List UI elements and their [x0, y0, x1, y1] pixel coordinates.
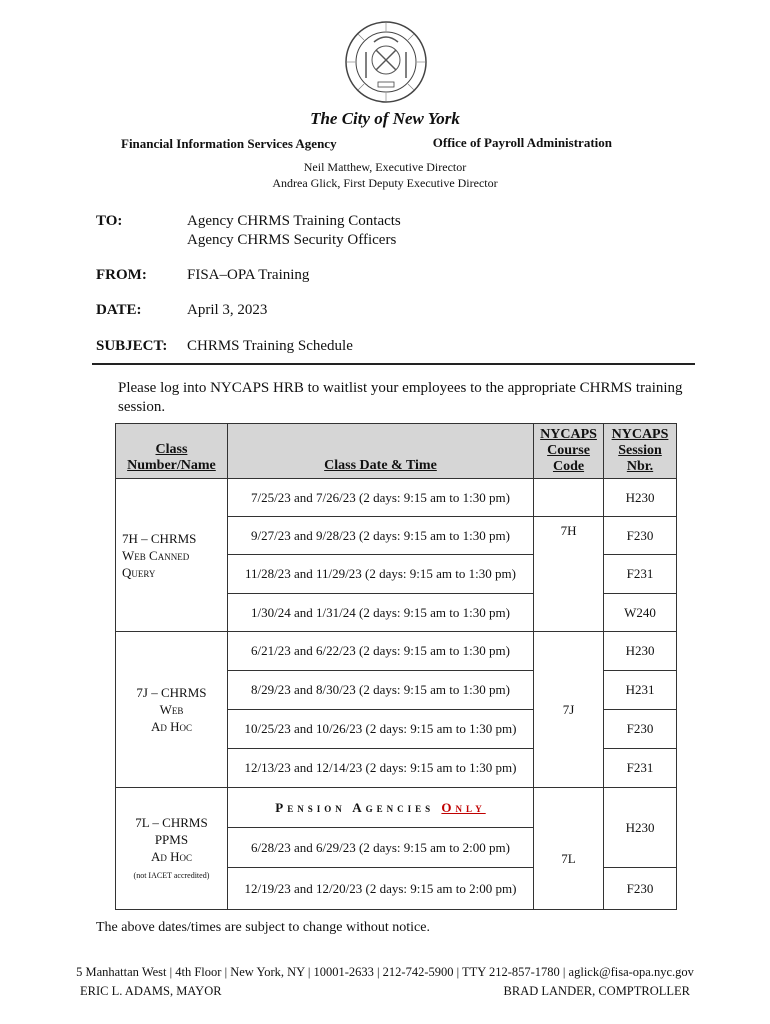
- table-row: [116, 788, 677, 828]
- class-name-line: Ad Hoc: [150, 848, 192, 864]
- class-name-7h: [116, 479, 228, 632]
- class-date: 6/28/23 and 6/29/23 (2 days: 9:15 am to 2:00 pm): [227, 828, 533, 868]
- comptroller-name: BRAD LANDER, COMPTROLLER: [503, 984, 690, 998]
- class-name-line: Web Canned: [122, 547, 190, 563]
- city-title: The City of New York: [310, 109, 460, 128]
- pension-only-label: Only: [441, 799, 486, 815]
- header-session-nbr: [604, 424, 677, 479]
- class-name-line: 7H – CHRMS: [122, 530, 197, 546]
- class-date: 10/25/23 and 10/26/23 (2 days: 9:15 am to 1:30 pm): [227, 710, 533, 749]
- table-header-row: [116, 424, 677, 479]
- class-date: 8/29/23 and 8/30/23 (2 days: 9:15 am to 1:30 pm): [227, 671, 533, 710]
- session-nbr: F230: [604, 517, 677, 555]
- training-schedule-table: [115, 423, 677, 910]
- class-date: 9/27/23 and 9/28/23 (2 days: 9:15 am to 1:30 pm): [227, 517, 533, 555]
- session-nbr: H230: [604, 479, 677, 517]
- subject-value: CHRMS Training Schedule: [187, 338, 353, 354]
- header-course-code: [534, 424, 604, 479]
- course-code-7l: 7L: [534, 788, 604, 910]
- intro-paragraph: Please log into NYCAPS HRB to waitlist your employees to the appropriate CHRMS training session.: [118, 380, 683, 415]
- class-date: 12/13/23 and 12/14/23 (2 days: 9:15 am to 1:30 pm): [227, 749, 533, 788]
- class-name-line: Web: [159, 702, 184, 717]
- to-label: TO:: [96, 213, 123, 229]
- class-name-7l: [116, 788, 228, 910]
- mayor-name: ERIC L. ADAMS, MAYOR: [80, 984, 222, 998]
- header-course-line2: Course: [547, 443, 590, 458]
- date-value: April 3, 2023: [187, 302, 268, 318]
- header-course-line3: Code: [552, 459, 585, 474]
- header-class-line2: Number/Name: [127, 458, 216, 473]
- session-nbr: H230: [604, 788, 677, 868]
- city-seal-logo: [344, 20, 428, 104]
- subject-label: SUBJECT:: [96, 338, 168, 354]
- table-row: [116, 479, 677, 517]
- session-nbr: F231: [604, 555, 677, 594]
- class-date: 6/21/23 and 6/22/23 (2 days: 9:15 am to 1:30 pm): [227, 632, 533, 671]
- course-code-cell: [534, 479, 604, 517]
- class-date: 7/25/23 and 7/26/23 (2 days: 9:15 am to 1:30 pm): [227, 479, 533, 517]
- header-session-line3: Nbr.: [626, 459, 654, 474]
- table-row: [116, 632, 677, 671]
- session-nbr: H230: [604, 632, 677, 671]
- deputy-director: Andrea Glick, First Deputy Executive Director: [272, 176, 498, 190]
- date-label: DATE:: [96, 302, 142, 318]
- agency-name-fisa: Financial Information Services Agency: [121, 136, 337, 151]
- class-date: 11/28/23 and 11/29/23 (2 days: 9:15 am to 1:30 pm): [227, 555, 533, 594]
- session-nbr: F231: [604, 749, 677, 788]
- session-nbr: H231: [604, 671, 677, 710]
- session-nbr: F230: [604, 868, 677, 910]
- from-value: FISA–OPA Training: [187, 267, 310, 283]
- agency-address: 5 Manhattan West | 4th Floor | New York, NY | 10001-2633 | 212-742-5900 | TTY 212-857-1780 | aglick@fisa-opa.nyc.gov: [76, 965, 694, 979]
- class-name-line: Ad Hoc: [150, 719, 192, 734]
- session-nbr: F230: [604, 710, 677, 749]
- pension-agencies-label: Pension Agencies: [275, 799, 435, 815]
- accreditation-note: (not IACET accredited): [133, 870, 210, 880]
- to-recipient-2: Agency CHRMS Security Officers: [187, 232, 397, 248]
- header-date: Class Date & Time: [227, 424, 533, 479]
- header-class-line1: Class: [155, 442, 188, 457]
- class-date: 12/19/23 and 12/20/23 (2 days: 9:15 am to 2:00 pm): [227, 868, 533, 910]
- course-code-7h: 7H: [534, 517, 604, 632]
- schedule-disclaimer: The above dates/times are subject to change without notice.: [96, 920, 430, 935]
- from-label: FROM:: [96, 267, 147, 283]
- header-session-line1: NYCAPS: [611, 427, 669, 442]
- executive-director: Neil Matthew, Executive Director: [303, 160, 467, 174]
- class-date: 1/30/24 and 1/31/24 (2 days: 9:15 am to 1:30 pm): [227, 594, 533, 632]
- header-session-line2: Session: [618, 443, 662, 458]
- class-name-7j: [116, 632, 228, 788]
- agency-name-opa: Office of Payroll Administration: [432, 135, 612, 150]
- class-name-line: Query: [122, 564, 156, 580]
- pension-agencies-notice: [227, 788, 533, 828]
- class-name-line: PPMS: [154, 831, 189, 847]
- class-name-line: 7J – CHRMS: [136, 685, 207, 700]
- class-name-line: 7L – CHRMS: [135, 814, 208, 830]
- course-code-7j: 7J: [534, 632, 604, 788]
- to-recipient-1: Agency CHRMS Training Contacts: [187, 213, 401, 229]
- divider-rule: [92, 363, 695, 365]
- session-nbr: W240: [604, 594, 677, 632]
- header-class: [116, 424, 228, 479]
- header-course-line1: NYCAPS: [540, 427, 597, 442]
